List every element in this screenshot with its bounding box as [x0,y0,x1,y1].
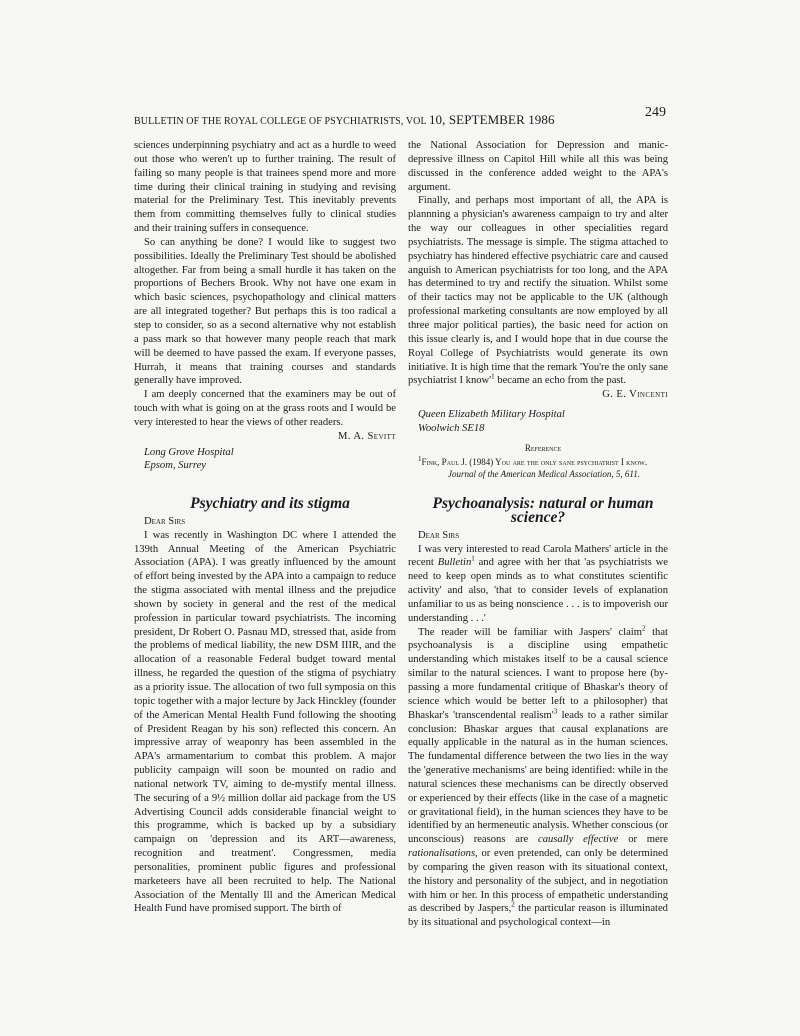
address-line: Queen Elizabeth Military Hospital [418,409,565,421]
top-left-column [134,139,396,473]
running-header [134,104,666,127]
paragraph: I am deeply concerned that the examiners may be out of touch with what is going on at the grass roots and I would be very interested to hear the views of other readers. [134,389,396,428]
reference-entry: $^1$Fink, Paul J. (1984) You are the only sane psychiatrist I know. [418,454,648,467]
signature: M. A. Sevitt [338,430,396,442]
article-psychoanalysis [408,497,668,930]
salutation: Dear Sirs [418,529,460,541]
paragraph: I was very interested to read Carola Mathers' article in the recent Bulletin$^1$ and agree with her that 'as psychiatrists we need to keep open minds as to what constitutes scientific activity' and also, 'that to consider levels of explanation unfamiliar to us as being nonscience . . . is to impoverish our understanding . . .' [408,543,668,624]
reference-journal: Journal of the American Medical Association, 5, 611. [448,468,640,479]
address-line: Long Grove Hospital [144,446,234,458]
address-line: Woolwich SE18 [418,422,485,434]
reference-heading: Reference [524,442,562,453]
paragraph: The reader will be familiar with Jaspers' claim$^2$ that psychoanalysis is a discipline using empathetic understanding which mistakes itself to be a causal science similar to the natural sciences. I want to propose here (by-passing a more fundamental critique of Bhaskar's theory of science which would be better left to a philosopher) that Bhaskar's 'transcendental $realism'^3$ leads to a rather similar conclusion: Bhaskar argues that causal explanations are equally applicable in the natural as in the human sciences. The fundamental difference between the two lies in the way the 'generative mechanisms' are being identified: while in the natural sciences these mechanisms can be directly observed or experienced by their effects (like in the case of a magnetic or gravitational field), in the human sciences they have to be identified by an hermeneutic analysis. Whether conscious (or unconscious) reasons are causally effective or mere rationalisations, or even pretended, can only be determined by comparing the given reason with its situational context, the history and personality of the subject, and in negotiation with him or her. In this process of empathetic understanding as described by Jaspers,$^2$ the particular reason is illuminated by its situational and psychological context—in [408,624,668,929]
article-title: Psychiatry and its stigma [190,495,350,512]
paragraph: I was recently in Washington DC where I attended the 139th Annual Meeting of the American Psychiatric Association (APA). I was greatly influenced by the amount of effort being invested by the APA into a campaign to reduce the stigma associated with mental illness and the prejudice shown by society in general and the rest of the medical profession in particular toward psychiatrists. The incoming president, Dr Robert O. Pasnau MD, stressed that, aside from the problems of medical liability, the new DSM IIIR, and the allocation of a reasonable Federal budget toward mental illness, he regarded the question of the stigma of psychiatry as a priority issue. The allocation of two full symposia on this topic together with a major lecture by Jack Hinckley (founder of the American Mental Health Fund following the shooting of President Reagan by his son) reflected this concern. An impressive array of weaponry has been assembled in the APA's armamentarium to combat this problem. A major publicity campaign will soon be mounted on radio and national network TV, aiming to de-mystify mental illness. The securing of a 9½ million dollar aid package from the US Advertising Council adds considerable financial weight to this programme, which is backed up by a subsidiary campaign on 'depression and its ART—awareness, recognition and treatment'. Congressmen, media personalities, prominent public figures and professional marketeers have all been recruited to help. The National Association of the Mentally Ill and the American Medical Health Fund have promised support. The birth of [134,529,396,915]
signature: G. E. Vincenti [602,389,668,401]
article-title: Psychoanalysis: natural or human science? [432,495,654,526]
paragraph: Finally, and perhaps most important of all, the APA is plannning a physician's awareness campaign to try and alter the way our colleagues in other specialities regard psychiatrists. The message is simple. The stigma attached to psychiatry has hindered effective psychiatric care and caused anguish to American psychiatrists for too long, and the APA has determined to try and rectify the situation. Whilst some of their tactics may not be applicable to the UK (although professional marketing consultants are now employed by all three major political parties), the basic need for action on this issue clearly is, and I would hope that in due course the Royal College of Psychiatrists would generate its own initiative. It is high time that the remark 'You're the only sane psychiatrist I $know'^1$ became an echo from the past. [408,195,668,387]
address-line: Epsom, Surrey [144,460,206,472]
article-psychiatry-stigma [134,497,396,916]
paragraph: So can anything be done? I would like to suggest two possibilities. Ideally the Preliminary Test should be abolished altogether. Far from being a small hurdle it has taken on the proportions of Bechers Brook. Why not have one exam in which basic sciences, psychopathology and clinical matters are all integrated together? But perhaps this is too radical a step to consider, so as a second alternative why not establish a pass mark so that however many people reach that mark will be deemed to have passed the exam. If everyone passes, Hurrah, it means that training courses and standards generally have improved. [134,236,396,387]
salutation: Dear Sirs [144,515,186,527]
page-number: 249 [645,105,666,120]
top-right-column [408,139,668,480]
journal-running-head: BULLETIN OF THE ROYAL COLLEGE OF PSYCHIATRISTS, VOL 10, SEPTEMBER 1986 [134,112,555,127]
paragraph: sciences underpinning psychiatry and act as a hurdle to weed out those who weren't up to further training. The result of failing so many people is that trainees spend more and more time during their clinical training in studying and revising material for the Preliminary Test. This inevitably prevents them from committing themselves fully to clinical studies and their training suffers in consequence. [134,140,396,235]
paragraph: the National Association for Depression and manic-depressive illness on Capitol Hill while all this was being discussed in the conference added weight to the APA's argument. [408,140,668,193]
